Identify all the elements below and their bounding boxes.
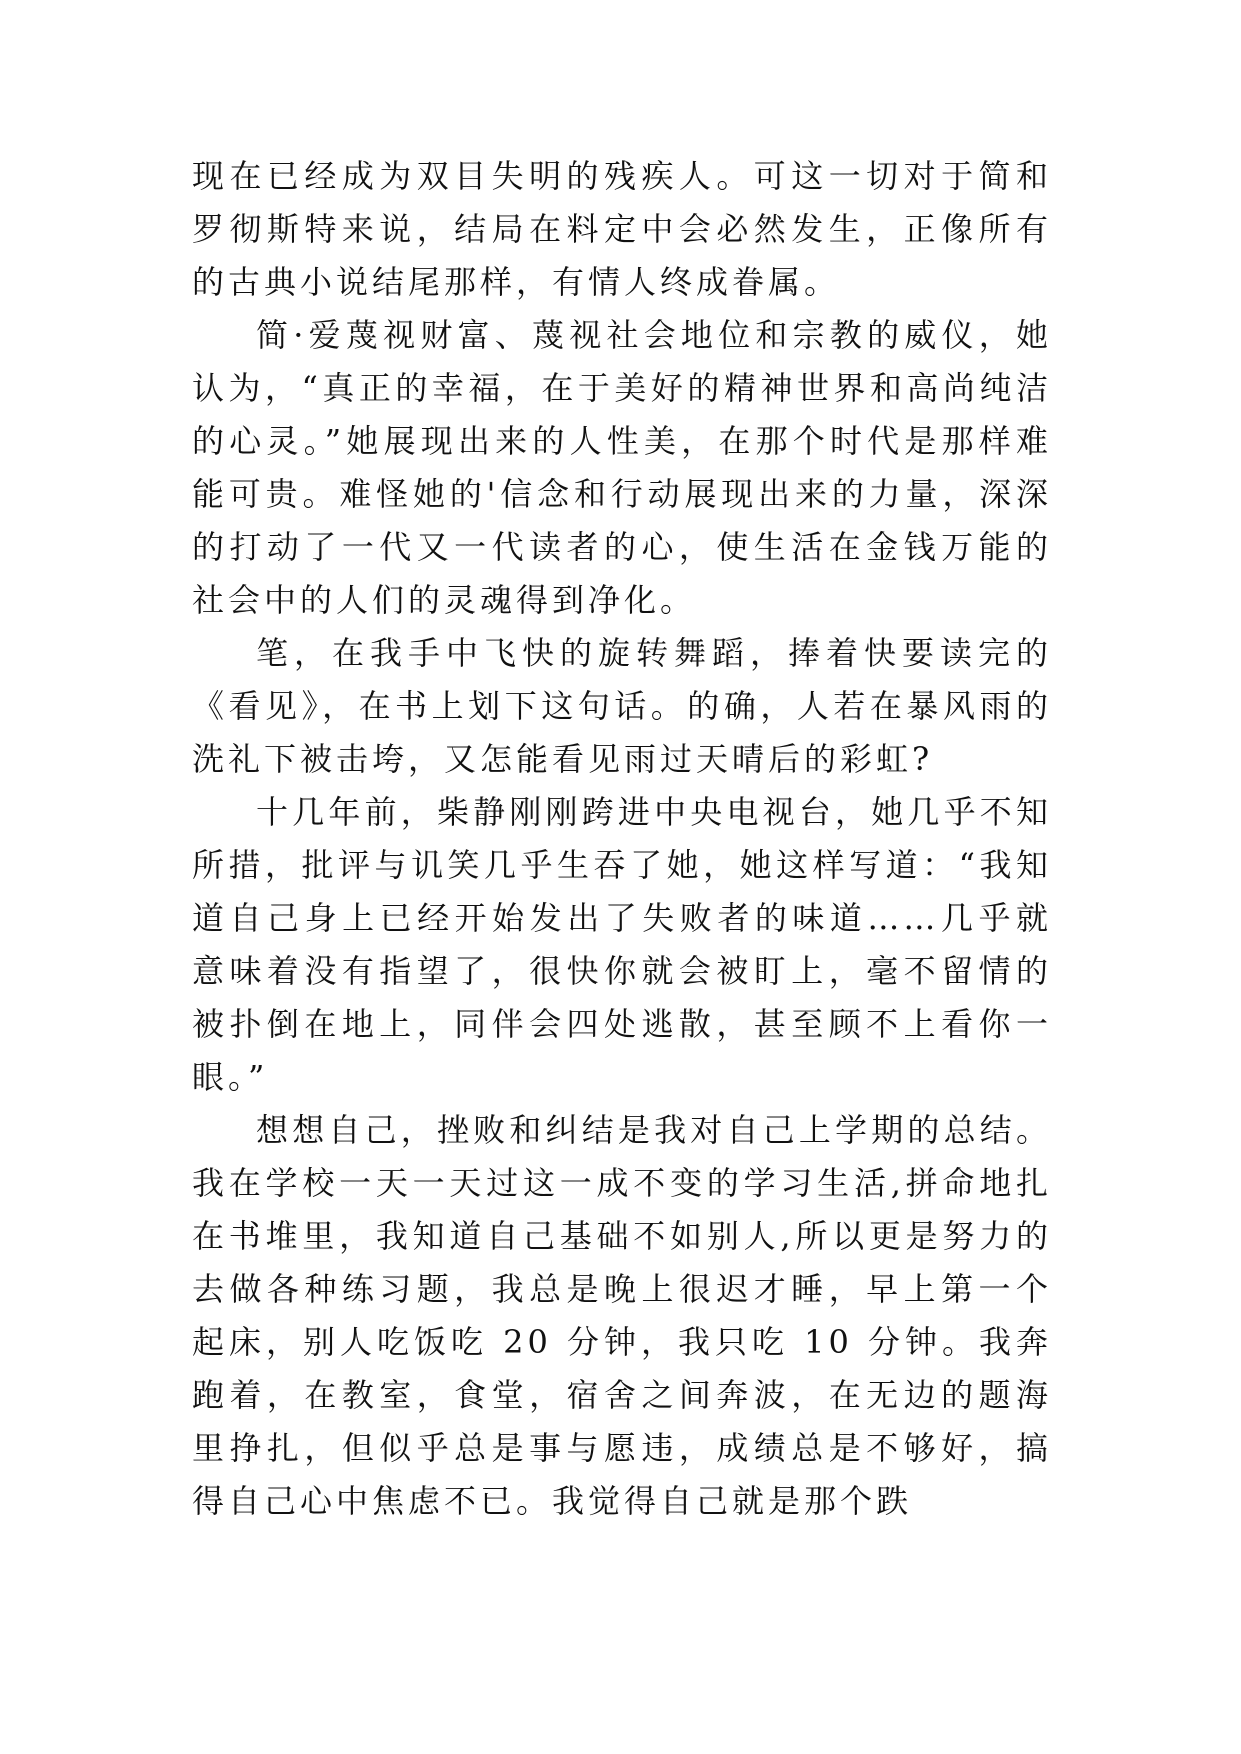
paragraph-1: 现在已经成为双目失明的残疾人。可这一切对于简和罗彻斯特来说，结局在料定中会必然发生，正像所有的古典小说结尾那样，有情人终成眷属。 bbox=[192, 157, 1052, 301]
paragraph-2: 简·爱蔑视财富、蔑视社会地位和宗教的威仪，她认为，“真正的幸福，在于美好的精神世界和高尚纯洁的心灵。”她展现出来的人性美，在那个时代是那样难能可贵。难怪她的'信念和行动展现出来的力量，深深的打动了一代又一代读者的心，使生活在金钱万能的社会中的人们的灵魂得到净化。 bbox=[192, 316, 1052, 619]
paragraph-5: 想想自己，挫败和纠结是我对自己上学期的总结。我在学校一天一天过这一成不变的学习生活,拼命地扎在书堆里，我知道自己基础不如别人,所以更是努力的去做各种练习题，我总是晚上很迟才睡，早上第一个起床，别人吃饭吃 20 分钟，我只吃 10 分钟。我奔跑着，在教室，食堂，宿舍之间奔波，在无边的题海里挣扎，但似乎总是事与愿违，成绩总是不够好，搞得自己心中焦虑不已。我觉得自己就是那个跌 bbox=[192, 1111, 1052, 1520]
essay-body bbox=[192, 150, 1052, 1528]
paragraph-4: 十几年前，柴静刚刚跨进中央电视台，她几乎不知所措，批评与讥笑几乎生吞了她，她这样写道：“我知道自己身上已经开始发出了失败者的味道……几乎就意味着没有指望了，很快你就会被盯上，毫不留情的被扑倒在地上，同伴会四处逃散，甚至顾不上看你一眼。” bbox=[192, 793, 1052, 1096]
paragraph-3: 笔，在我手中飞快的旋转舞蹈，捧着快要读完的《看见》，在书上划下这句话。的确，人若在暴风雨的洗礼下被击垮，又怎能看见雨过天晴后的彩虹? bbox=[192, 634, 1052, 778]
